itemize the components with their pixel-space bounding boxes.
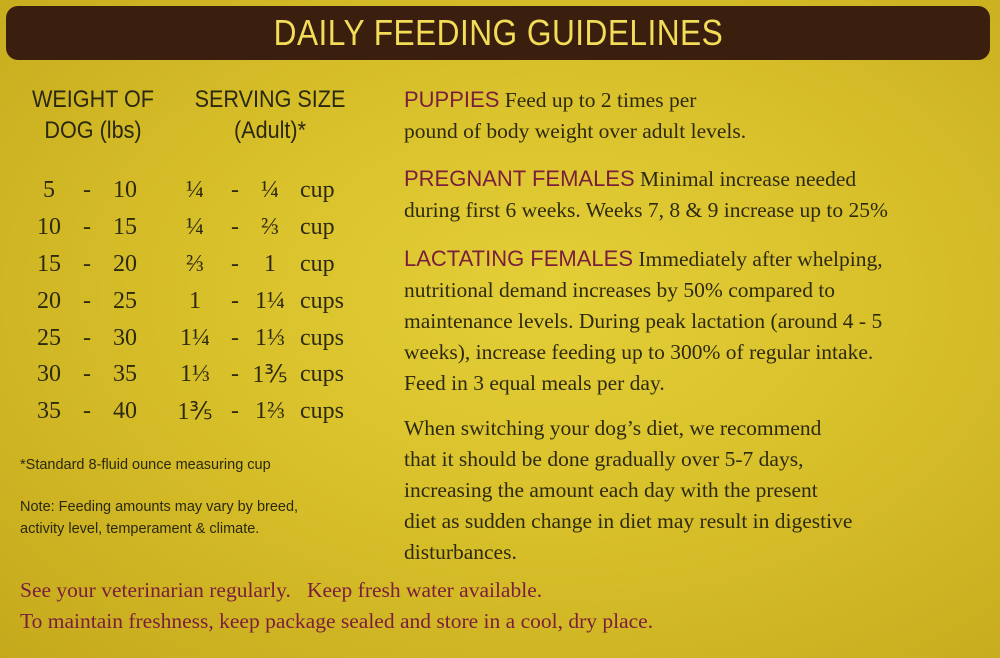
- weight-to: 10: [113, 176, 137, 203]
- serving-unit: cup: [300, 213, 335, 240]
- serving-unit: cups: [300, 287, 344, 314]
- serving-header-line1: SERVING SIZE: [194, 86, 346, 113]
- weight-header-line1: WEIGHT OF: [31, 86, 155, 113]
- serving-unit: cups: [300, 398, 344, 425]
- dash: -: [231, 361, 239, 388]
- weight-from: 15: [37, 250, 61, 277]
- weight-to: 15: [113, 213, 137, 240]
- diet-switch-section: [404, 413, 994, 568]
- weight-to: 40: [113, 398, 137, 425]
- switch-text: When switching your dog’s diet, we recommend: [404, 416, 822, 440]
- lactating-heading: LACTATING FEMALES: [404, 246, 634, 271]
- vet-advice: See your veterinarian regularly. Keep fresh water available.: [20, 578, 543, 602]
- serving-to: ¼: [261, 176, 279, 203]
- serving-to: 1¼: [255, 287, 285, 314]
- dash: -: [231, 324, 239, 351]
- switch-text: disturbances.: [404, 540, 517, 564]
- dash: -: [83, 324, 91, 351]
- dash: -: [231, 176, 239, 203]
- dash: -: [231, 287, 239, 314]
- weight-from: 35: [37, 398, 61, 425]
- dash: -: [83, 361, 91, 388]
- serving-to: ⅔: [261, 213, 279, 240]
- lactating-text: weeks), increase feeding up to 300% of regular intake.: [404, 340, 874, 364]
- pregnant-section: [404, 163, 994, 226]
- switch-text: increasing the amount each day with the present: [404, 478, 818, 502]
- serving-from: 1¼: [180, 324, 210, 351]
- note-line: Note: Feeding amounts may vary by breed,: [20, 499, 299, 515]
- storage-advice: To maintain freshness, keep package sealed and store in a cool, dry place.: [20, 609, 654, 633]
- dash: -: [83, 287, 91, 314]
- switch-text: diet as sudden change in diet may result in digestive: [404, 509, 853, 533]
- table-row: [26, 172, 376, 209]
- serving-to: 1⅗: [252, 362, 288, 389]
- weight-from: 20: [37, 287, 61, 314]
- serving-to: 1⅔: [255, 398, 285, 425]
- pregnant-text: during first 6 weeks. Weeks 7, 8 & 9 increase up to 25%: [404, 198, 888, 222]
- serving-from: ⅔: [186, 250, 204, 277]
- serving-to: 1⅓: [255, 324, 285, 351]
- puppies-section: [404, 84, 994, 147]
- dash: -: [231, 250, 239, 277]
- pregnant-text: Minimal increase needed: [634, 167, 857, 191]
- weight-to: 20: [113, 250, 137, 277]
- dash: -: [83, 250, 91, 277]
- table-row: [26, 320, 376, 357]
- dash: -: [83, 176, 91, 203]
- variation-note: [20, 496, 370, 540]
- serving-from: 1⅗: [177, 399, 213, 426]
- dash: -: [231, 213, 239, 240]
- weight-from: 25: [37, 324, 61, 351]
- table-row: [26, 393, 376, 430]
- serving-to: 1: [264, 250, 276, 277]
- serving-from: 1⅓: [180, 361, 210, 388]
- weight-from: 30: [37, 361, 61, 388]
- serving-unit: cup: [300, 176, 335, 203]
- lactating-text: Immediately after whelping,: [633, 247, 883, 271]
- weight-header-line2: DOG (lbs): [44, 117, 142, 144]
- table-row: [26, 356, 376, 393]
- cup-footnote: *Standard 8-fluid ounce measuring cup: [20, 457, 271, 473]
- feeding-table: [26, 172, 376, 430]
- serving-column-header: [189, 84, 351, 146]
- lactating-text: Feed in 3 equal meals per day.: [404, 371, 665, 395]
- weight-from: 10: [37, 213, 61, 240]
- table-row: [26, 283, 376, 320]
- serving-unit: cups: [300, 361, 344, 388]
- puppies-heading: PUPPIES: [404, 87, 500, 112]
- note-line: activity level, temperament & climate.: [20, 521, 260, 537]
- table-row: [26, 209, 376, 246]
- weight-to: 35: [113, 361, 137, 388]
- weight-from: 5: [43, 176, 55, 203]
- serving-header-line2: (Adult)*: [233, 117, 307, 144]
- serving-unit: cup: [300, 250, 335, 277]
- serving-from: ¼: [186, 176, 204, 203]
- lactating-section: [404, 243, 994, 399]
- table-row: [26, 246, 376, 283]
- switch-text: that it should be done gradually over 5-7 days,: [404, 447, 804, 471]
- weight-to: 30: [113, 324, 137, 351]
- lactating-text: maintenance levels. During peak lactation (around 4 - 5: [404, 309, 883, 333]
- page-title: DAILY FEEDING GUIDELINES: [273, 12, 723, 53]
- serving-from: ¼: [186, 213, 204, 240]
- title-banner: [6, 6, 990, 60]
- puppies-text: Feed up to 2 times per: [499, 88, 697, 112]
- lactating-text: nutritional demand increases by 50% compared to: [404, 278, 836, 302]
- weight-column-header: [26, 84, 161, 146]
- dash: -: [83, 398, 91, 425]
- serving-from: 1: [189, 287, 201, 314]
- weight-to: 25: [113, 287, 137, 314]
- serving-unit: cups: [300, 324, 344, 351]
- dash: -: [83, 213, 91, 240]
- dash: -: [231, 398, 239, 425]
- puppies-text: pound of body weight over adult levels.: [404, 119, 747, 143]
- pregnant-heading: PREGNANT FEMALES: [404, 166, 635, 191]
